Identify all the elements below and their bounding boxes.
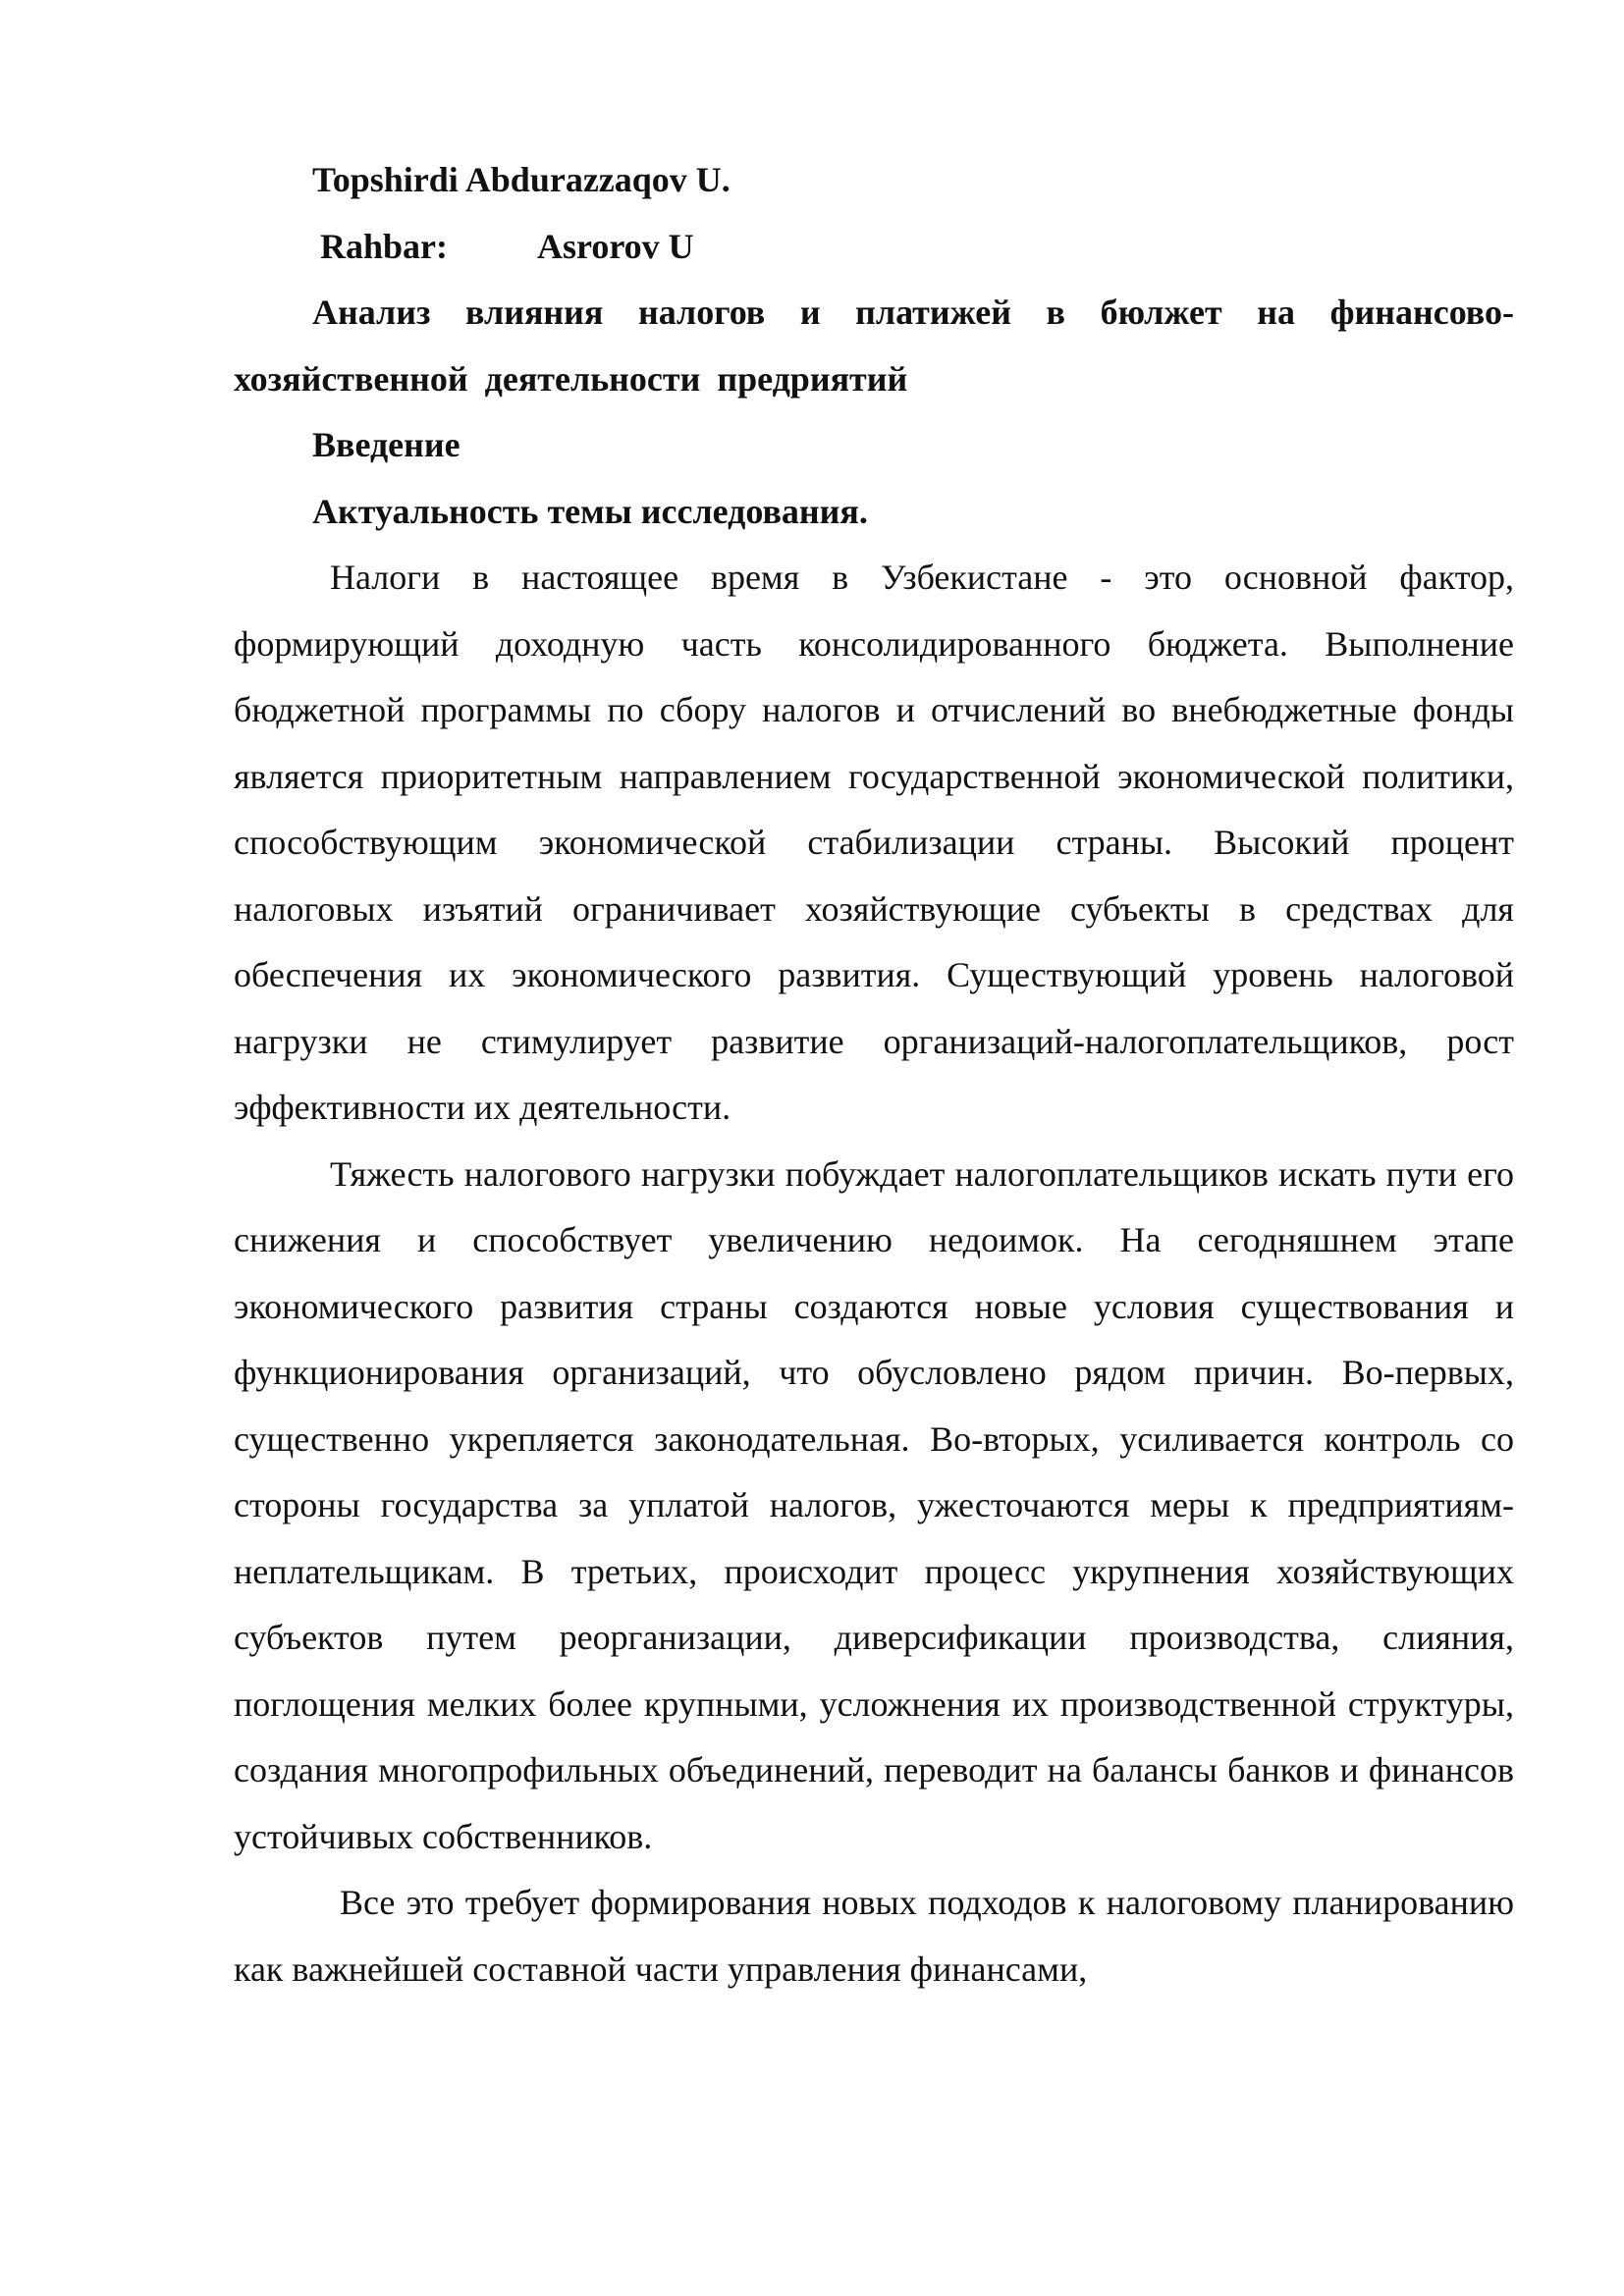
supervisor-line: [234, 214, 1514, 281]
paragraph-2: Тяжесть налогового нагрузки побуждает налогоплательщиков искать пути его снижения и способствует увеличению недоимок. На сегодняшнем этапе экономического развития страны создаются новые условия существования и функционирования организаций, что обусловлено рядом причин. Во-первых, существенно укрепляется законодательная. Во-вторых, усиливается контроль со стороны государства за уплатой налогов, ужесточаются меры к предприятиям-неплательщикам. В третьих, происходит процесс укрупнения хозяйствующих субъектов путем реорганизации, диверсификации производства, слияния, поглощения мелких более крупными, усложнения их производственной структуры, создания многопрофильных объединений, переводит на балансы банков и финансов устойчивых собственников.: [234, 1153, 1514, 1856]
document-content: [234, 147, 1514, 2002]
supervisor-name: Asrorov U: [537, 226, 694, 266]
supervisor-label: Rahbar:: [320, 226, 449, 266]
paragraph-3: Все это требует формирования новых подходов к налоговому планированию как важнейшей составной части управления финансами,: [234, 1883, 1514, 1989]
document-title: Анализ влияния налогов и платижей в бюлжет на финансово-хозяйственной деятельности предриятий: [234, 293, 1514, 399]
paragraph-1: Налоги в настоящее время в Узбекистане - это основной фактор, формирующий доходную часть консолидированного бюджета. Выполнение бюджетной программы по сбору налогов и отчислений во внебюджетные фонды является приоритетным направлением государственной экономической политики, способствующим экономической стабилизации страны. Высокий процент налоговых изъятий ограничивает хозяйствующие субъекты в средствах для обеспечения их экономического развития. Существующий уровень налоговой нагрузки не стимулирует развитие организаций-налогоплательщиков, рост эффективности их деятельности.: [234, 558, 1514, 1127]
author-line: Topshirdi Abdurazzaqov U.: [312, 160, 731, 199]
section-heading-relevance: Актуальность темы исследования.: [312, 491, 868, 531]
section-heading-intro: Введение: [312, 425, 460, 464]
